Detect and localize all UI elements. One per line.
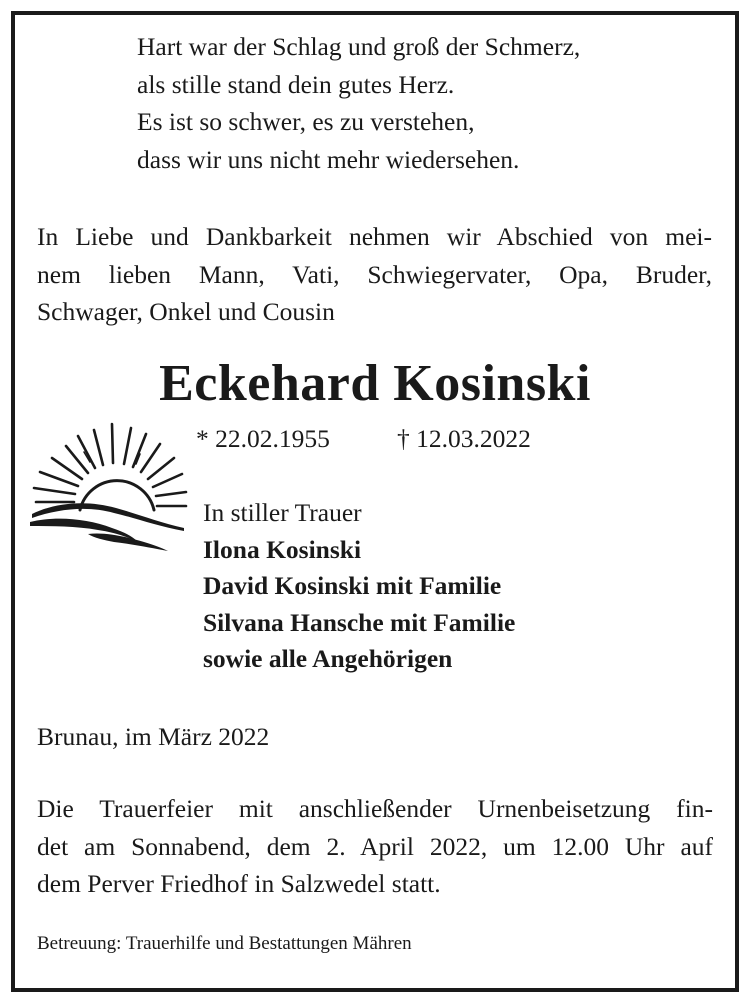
sunset-over-hills-icon: [28, 418, 188, 553]
poem-line: Es ist so schwer, es zu verstehen,: [137, 107, 475, 136]
poem-line: Hart war der Schlag und groß der Schmerz,: [137, 32, 581, 61]
mourner-name: Ilona Kosinski: [203, 534, 362, 564]
service-line: dem Perver Friedhof in Salzwedel statt.: [37, 869, 441, 898]
deceased-name: Eckehard Kosinski: [159, 355, 591, 412]
death-date: † 12.03.2022: [397, 424, 531, 453]
place-and-date: Brunau, im März 2022: [37, 722, 270, 751]
service-line: det am Sonnabend, dem 2. April 2022, um 12.00 Uhr auf: [37, 831, 713, 861]
mourner-name: Silvana Hansche mit Familie: [203, 607, 516, 637]
farewell-intro: [37, 218, 712, 331]
mourners-block: [203, 495, 515, 678]
memorial-poem: [137, 28, 580, 178]
mourners-heading: In stiller Trauer: [203, 498, 362, 527]
service-line: Die Trauerfeier mit anschließender Urnenbeisetzung fin-: [37, 794, 713, 823]
intro-line: Schwager, Onkel und Cousin: [37, 297, 335, 326]
birth-date: * 22.02.1955: [196, 424, 330, 453]
funeral-service-info: [37, 790, 713, 903]
intro-line: In Liebe und Dankbarkeit nehmen wir Abschied von mei-: [37, 222, 712, 251]
poem-line: als stille stand dein gutes Herz.: [137, 69, 455, 99]
mourner-name: sowie alle Angehörigen: [203, 644, 453, 673]
poem-line: dass wir uns nicht mehr wiedersehen.: [137, 144, 520, 174]
intro-line: nem lieben Mann, Vati, Schwiegervater, Opa, Bruder,: [37, 259, 712, 289]
mourner-name: David Kosinski mit Familie: [203, 571, 502, 600]
funeral-home-credit: Betreuung: Trauerhilfe und Bestattungen Mähren: [37, 933, 412, 954]
